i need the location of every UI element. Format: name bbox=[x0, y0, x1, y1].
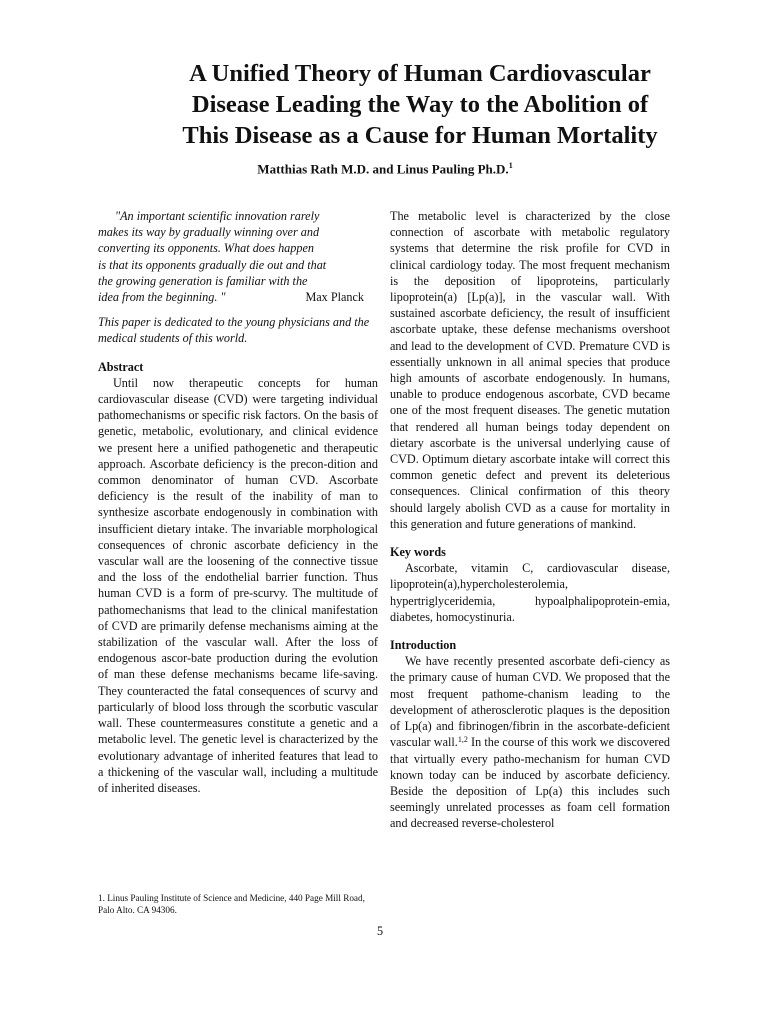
quote-line: makes its way by gradually winning over and bbox=[98, 225, 320, 240]
quote-line: converting its opponents. What does happen bbox=[98, 241, 314, 256]
abstract-continued: The metabolic level is characterized by the close connection of ascorbate with metabolic regulatory systems that determine the risk profile for CVD in clinical cardiology today. The most frequent mechanism is the deposition of lipoproteins, particularly lipoprotein(a) [Lp(a)], in the vascular wall. With sustained ascorbate deficiency, the result of insufficient ascorbate uptake, these defense mechanisms overshoot and lead to the development of CVD. Premature CVD is essentially unknown in all animal species that produce high amounts of ascorbate endogenously. In humans, unable to produce endogenous ascorbate, CVD became one of the most frequent diseases. The genetic mutation that rendered all human beings today dependent on dietary ascorbate is the universal underlying cause of CVD. Optimum dietary ascorbate intake will correct this common genetic defect and prevent its deleterious consequences. Clinical confirmation of this theory should largely abolish CVD as a cause for mortality in this generation and future generations of mankind. bbox=[390, 209, 670, 531]
keywords-heading: Key words bbox=[390, 545, 446, 560]
quote-line: idea from the beginning. " bbox=[98, 290, 226, 305]
citation-ref[interactable]: 1,2 bbox=[457, 735, 468, 745]
quote-line: "An important scientific innovation rarely bbox=[115, 209, 320, 223]
quote-source: Max Planck bbox=[305, 290, 364, 305]
quote-line: is that its opponents gradually die out and that bbox=[98, 257, 327, 272]
title-line: This Disease as a Cause for Human Mortality bbox=[182, 122, 658, 149]
introduction-text-part: We have recently presented ascorbate defi-ciency as the primary cause of human CVD. We proposed that the most frequent pathome-chanism leading to the development of atherosclerotic plaques is the deposition of Lp(a) and fibrinogen/fibrin in the ascorbate-deficient vascular wall. bbox=[390, 654, 670, 750]
abstract-heading: Abstract bbox=[98, 359, 144, 374]
paper-title bbox=[100, 58, 740, 151]
abstract-text: Until now therapeutic concepts for human cardiovascular disease (CVD) were targeting individual pathomechanisms or specific risk factors. On the basis of genetic, metabolic, evolutionary, and clinical evidence we present here a unified pathogenetic and therapeutic approach. Ascorbate deficiency is the precon-dition and common denominator of human CVD. Ascorbate deficiency is the result of the inability of man to synthesize ascorbate endogenously in combination with insufficient dietary intake. The invariable morphological consequences of chronic ascorbate deficiency in the vascular wall are the loosening of the connective tissue and the loss of the endothelial barrier function. Thus human CVD is a form of pre-scurvy. The multitude of pathomechanisms that lead to the clinical manifestation of CVD are primarily defense mechanisms aiming at the stabilization of the vascular wall. After the loss of endogenous ascor-bate production during the evolution of man these defense mechanisms became life-saving. They counteracted the fatal consequences of scurvy and particularly of blood loss through the scorbutic vascular wall. These countermeasures constitute a genetic and a metabolic level. The genetic level is characterized by the evolutionary advantage of inherited features that lead to a thickening of the vascular wall, including a multitude of inherited diseases. bbox=[98, 375, 378, 795]
authors bbox=[180, 158, 590, 177]
title-line: A Unified Theory of Human Cardiovascular bbox=[189, 60, 651, 87]
title-line: Disease Leading the Way to the Abolition of bbox=[191, 91, 649, 118]
dedication: This paper is dedicated to the young physicians and the medical students of this world. bbox=[98, 315, 370, 346]
introduction-heading: Introduction bbox=[390, 638, 457, 653]
page-number: 5 bbox=[376, 924, 384, 938]
quote-line: the growing generation is familiar with the bbox=[98, 273, 308, 288]
left-column bbox=[98, 208, 378, 796]
epigraph-quote bbox=[98, 208, 378, 305]
introduction-text bbox=[390, 653, 670, 831]
right-column bbox=[390, 208, 670, 832]
introduction-text-part: In the course of this work we discovered that virtually every patho-mechanism for human CVD known today can be induced by ascorbate deficiency. Beside the deposition of Lp(a) this includes such seemingly unrelated processes as foam cell formation and decreased reverse-cholesterol bbox=[390, 735, 670, 831]
keywords-text: Ascorbate, vitamin C, cardiovascular disease, lipoprotein(a),hypercholesterolemia, hypertriglyceridemia, hypoalphalipoprotein-emia, diabetes, homocystinuria. bbox=[390, 561, 670, 624]
footnote: 1. Linus Pauling Institute of Science and Medicine, 440 Page Mill Road, Palo Alto. CA 94306. bbox=[98, 893, 365, 915]
authors-names: Matthias Rath M.D. and Linus Pauling Ph.D. bbox=[257, 161, 509, 177]
authors-footnote-mark: 1 bbox=[508, 161, 513, 170]
